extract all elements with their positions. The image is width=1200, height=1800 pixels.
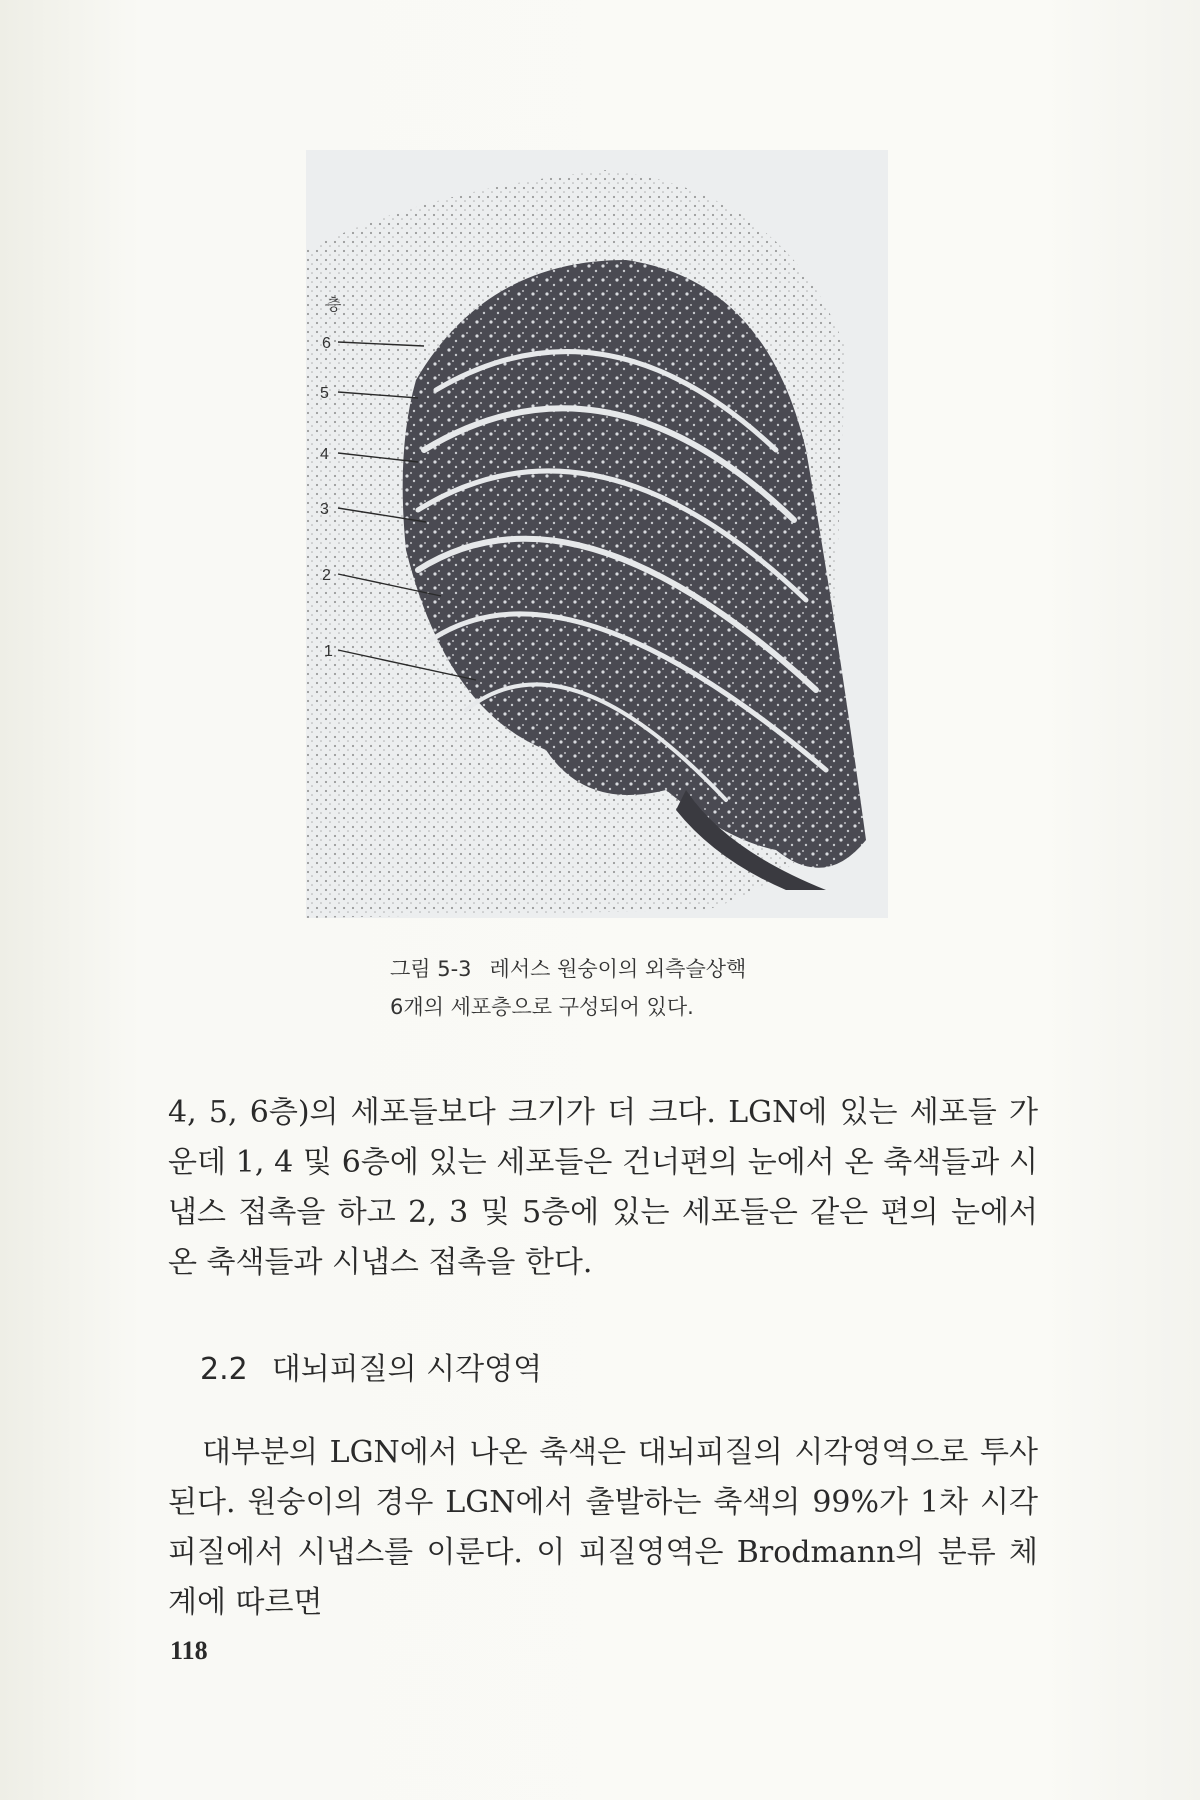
- layer-label-6: 6: [322, 335, 331, 352]
- page-number: 118: [170, 1636, 208, 1665]
- caption-number: 그림 5-3: [390, 957, 472, 981]
- caption-line-1: [390, 950, 950, 988]
- layer-label-5: 5: [320, 385, 329, 402]
- section-heading: [200, 1344, 542, 1388]
- body-paragraph-2: 대부분의 LGN에서 나온 축색은 대뇌피질의 시각영역으로 투사된다. 원숭이의 경우 LGN에서 출발하는 축색의 99%가 1차 시각피질에서 시냅스를 이룬다. 이 피질영역은 Brodmann의 분류 체계에 따르면: [168, 1435, 1038, 1620]
- layer-header-label: 층: [326, 297, 342, 314]
- layer-label-2: 2: [322, 567, 331, 584]
- figure-caption: [390, 950, 950, 1026]
- layer-label-3: 3: [320, 501, 329, 518]
- layer-label-4: 4: [320, 446, 329, 463]
- caption-subtitle: 6개의 세포층으로 구성되어 있다.: [390, 995, 694, 1019]
- section-title: 대뇌피질의 시각영역: [271, 1352, 543, 1387]
- lgn-micrograph-figure: [306, 150, 888, 918]
- layer-label-1: 1: [324, 643, 333, 660]
- lgn-micrograph: [306, 150, 888, 918]
- caption-title: 레서스 원숭이의 외측슬상핵: [489, 957, 747, 981]
- body-paragraph-1: 4, 5, 6층)의 세포들보다 크기가 더 크다. LGN에 있는 세포들 가운데 1, 4 및 6층에 있는 세포들은 건너편의 눈에서 온 축색들과 시냅스 접촉을 하고 2, 3 및 5층에 있는 세포들은 같은 편의 눈에서 온 축색들과 시냅스 접촉을 한다.: [168, 1095, 1038, 1280]
- section-number: 2.2: [200, 1352, 248, 1387]
